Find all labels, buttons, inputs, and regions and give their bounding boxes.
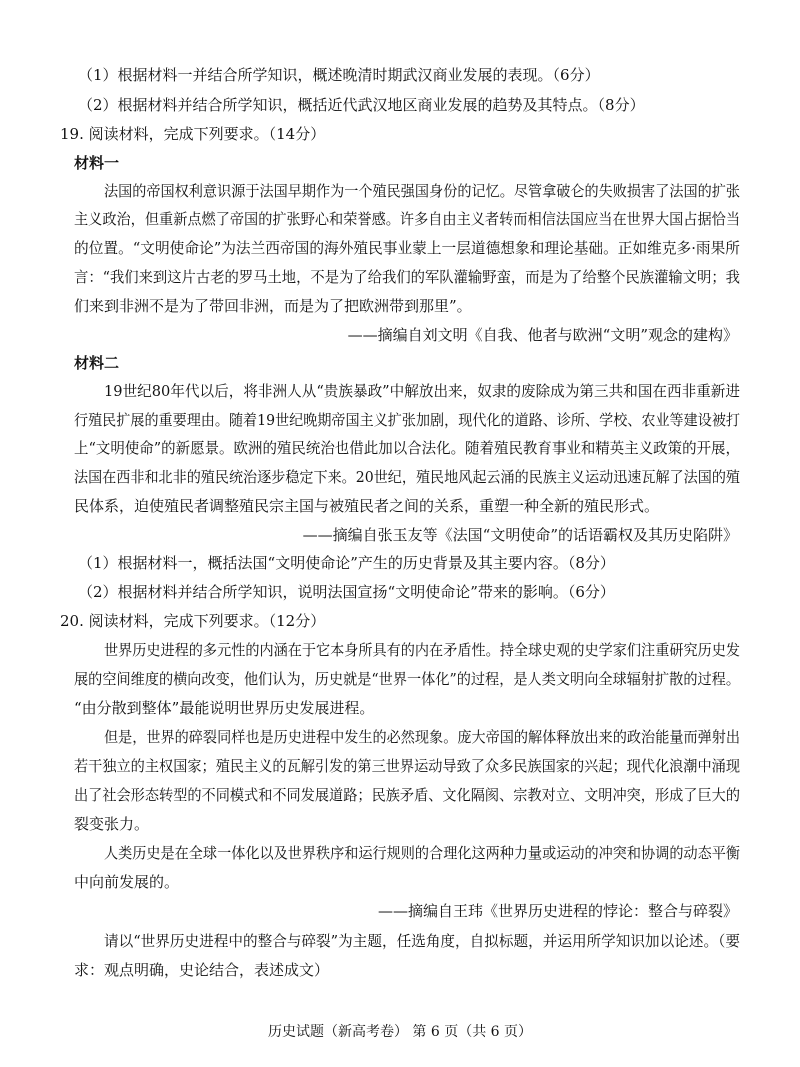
q19-material1-label: 材料一 — [74, 154, 120, 172]
page-footer: 历史试题（新高考卷） 第 6 页（共 6 页） — [267, 1024, 533, 1040]
q18-sub1: （1）根据材料一并结合所学知识，概述晚清时期武汉商业发展的表现。（6分） — [78, 66, 600, 84]
q19-m1-line: 们来到非洲不是为了带回非洲，而是为了把欧洲带到那里”。 — [74, 297, 472, 315]
q19-m2-line: 19世纪80年代以后，将非洲人从“贵族暴政”中解放出来，奴隶的废除成为第三共和国在西非重新进 — [104, 382, 740, 400]
q20-p1-line: 世界历史进程的多元性的内涵在于它本身所具有的内在矛盾性。持全球史观的史学家们注重研究历史发 — [104, 641, 740, 659]
q19-m1-line: 法国的帝国权利意识源于法国早期作为一个殖民强国身份的记忆。尽管拿破仑的失败损害了法国的扩张 — [104, 182, 740, 200]
q20-p2-line: 若干独立的主权国家；殖民主义的瓦解引发的第三世界运动导致了众多民族国家的兴起；现代化浪潮中涌现 — [74, 757, 740, 775]
q20-title: 20. 阅读材料，完成下列要求。（12分） — [60, 612, 326, 630]
q19-material2-label: 材料二 — [74, 354, 120, 372]
q18-sub2: （2）根据材料并结合所学知识，概括近代武汉地区商业发展的趋势及其特点。（8分） — [78, 96, 645, 114]
q19-m2-line: 法国在西非和北非的殖民统治逐步稳定下来。20世纪，殖民地风起云涌的民族主义运动迅速瓦解了法国的殖 — [74, 468, 740, 486]
q20-p3-line: 人类历史是在全球一体化以及世界秩序和运行规则的合理化这两种力量或运动的冲突和协调的动态平衡 — [104, 844, 740, 862]
q19-m1-line: 的位置。“文明使命论”为法兰西帝国的海外殖民事业蒙上一层道德想象和理论基础。正如维克多·雨果所 — [74, 239, 740, 257]
q19-m1-line: 言：“我们来到这片古老的罗马土地，不是为了给我们的军队灌输野蛮，而是为了给整个民族灌输文明；我 — [74, 268, 740, 286]
q19-m2-source: ——摘编自张玉友等《法国“文明使命”的话语霸权及其历史陷阱》 — [302, 526, 738, 544]
q20-p1-line: 展的空间维度的横向改变，他们认为，历史就是“世界一体化”的过程，是人类文明向全球辐射扩散的过程。 — [74, 670, 740, 688]
q19-m2-line: 行殖民扩展的重要理由。随着19世纪晚期帝国主义扩张加剧，现代化的道路、诊所、学校、农业等建设被打 — [74, 411, 740, 429]
q19-title: 19. 阅读材料，完成下列要求。（14分） — [60, 125, 326, 143]
q20-p2-line: 裂变张力。 — [74, 815, 150, 833]
q19-m2-line: 上“文明使命”的新愿景。欧洲的殖民统治也借此加以合法化。随着殖民教育事业和精英主义政策的开展， — [74, 439, 740, 457]
q19-sub2: （2）根据材料并结合所学知识，说明法国宣扬“文明使命论”带来的影响。（6分） — [78, 583, 615, 601]
q20-task-line: 请以“世界历史进程中的整合与碎裂”为主题，任选角度，自拟标题，并运用所学知识加以论述。（要 — [104, 932, 740, 950]
q20-task-line: 求：观点明确，史论结合，表述成文） — [74, 961, 330, 979]
q20-p1-line: “由分散到整体”最能说明世界历史发展进程。 — [74, 699, 375, 717]
q19-sub1: （1）根据材料一，概括法国“文明使命论”产生的历史背景及其主要内容。（8分） — [78, 554, 615, 572]
q19-m1-line: 主义政治，但重新点燃了帝国的扩张野心和荣誉感。许多自由主义者转而相信法国应当在世界大国占据恰当 — [74, 210, 740, 228]
q20-p3-line: 中向前发展的。 — [74, 873, 180, 891]
q20-p2-line: 但是，世界的碎裂同样也是历史进程中发生的必然现象。庞大帝国的解体释放出来的政治能量而弹射出 — [104, 728, 740, 746]
q19-m1-source: ——摘编自刘文明《自我、他者与欧洲“文明”观念的建构》 — [347, 326, 738, 344]
q20-source: ——摘编自王玮《世界历史进程的悖论：整合与碎裂》 — [377, 902, 738, 920]
q20-p2-line: 出了社会形态转型的不同模式和不同发展道路；民族矛盾、文化隔阂、宗教对立、文明冲突，形成了巨大的 — [74, 786, 740, 804]
q19-m2-line: 民体系，迫使殖民者调整殖民宗主国与被殖民者之间的关系，重塑一种全新的殖民形式。 — [74, 497, 660, 515]
